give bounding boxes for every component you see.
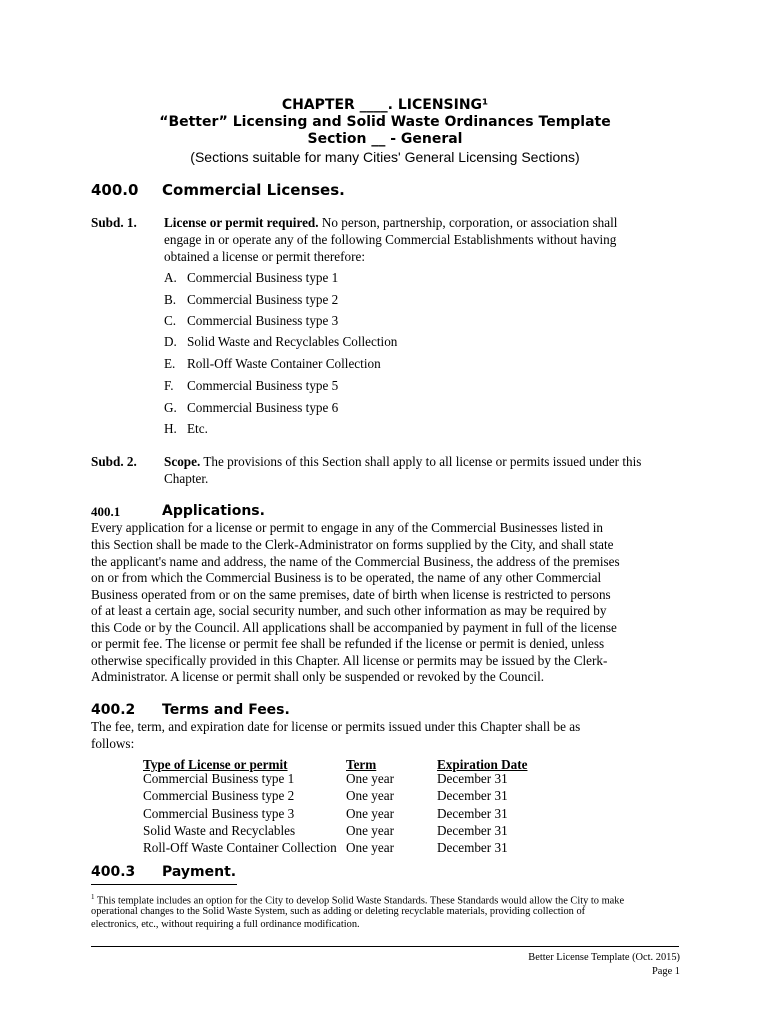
subd-1-text-1: No person, partnership, corporation, or association shall <box>318 215 618 230</box>
footnote-separator <box>91 884 237 885</box>
applications-line: this Section shall be made to the Clerk-Administrator on forms supplied by the City, and shall state <box>91 537 614 552</box>
footer-page-number: Page 1 <box>652 966 680 977</box>
section-title-400-0: Commercial Licenses. <box>162 181 345 199</box>
table-header-type: Type of License or permit <box>143 757 288 772</box>
section-number-400-3: 400.3 <box>91 864 136 880</box>
list-item: D. Solid Waste and Recyclables Collection <box>164 334 398 349</box>
footnote-line-1: $^1$ This template includes an option for the City to develop Solid Waste Standards. These Standards would allow the City to make <box>91 893 625 907</box>
table-cell-type: Solid Waste and Recyclables <box>143 823 296 838</box>
table-cell-type: Commercial Business type 1 <box>143 771 295 786</box>
table-cell-expiration: December 31 <box>437 840 508 855</box>
applications-line: Business operated from or on the same premises, date of birth when license is restricted to persons <box>91 587 611 602</box>
section-number-400-2: 400.2 <box>91 702 136 718</box>
applications-line: or permit fee. The license or permit fee shall be refunded if the license or permit is denied, unless <box>91 636 605 651</box>
table-cell-term: One year <box>346 840 394 855</box>
applications-line: the applicant's name and address, the name of the Commercial Business, the address of the premises <box>91 554 620 569</box>
list-item: G. Commercial Business type 6 <box>164 400 339 415</box>
subd-1-bold: License or permit required. <box>164 215 319 230</box>
subd-1-line-3: obtained a license or permit therefore: <box>164 249 366 264</box>
section-number-400-1: 400.1 <box>91 504 121 519</box>
table-header-expiration: Expiration Date <box>437 757 528 772</box>
table-cell-expiration: December 31 <box>437 823 508 838</box>
table-cell-term: One year <box>346 788 394 803</box>
subd-1-line-2: engage in or operate any of the following Commercial Establishments without having <box>164 232 617 247</box>
chapter-heading: CHAPTER ____. LICENSING¹ <box>281 97 489 113</box>
table-cell-expiration: December 31 <box>437 806 508 821</box>
subd-2-bold: Scope. <box>164 454 201 469</box>
terms-line-1: The fee, term, and expiration date for license or permits issued under this Chapter shall be as <box>91 719 581 734</box>
list-item: A. Commercial Business type 1 <box>164 270 339 285</box>
section-title-400-2: Terms and Fees. <box>162 702 290 718</box>
subd-2-label: Subd. 2. <box>91 454 137 469</box>
section-title-400-3: Payment. <box>162 864 237 880</box>
applications-line: Administrator. A license or permit shall only be suspended or revoked by the Council. <box>91 669 545 684</box>
table-cell-type: Roll-Off Waste Container Collection <box>143 840 337 855</box>
applications-line: of at least a certain age, social security number, and such other information as may be required by <box>91 603 607 618</box>
applications-line: on or from which the Commercial Business is to be operated, the name of any other Commercial <box>91 570 602 585</box>
footnote-marker: 1 <box>91 893 95 901</box>
list-item: F. Commercial Business type 5 <box>164 378 339 393</box>
table-cell-expiration: December 31 <box>437 788 508 803</box>
footnote-line-3: electronics, etc., without requiring a full ordinance modification. <box>91 919 360 930</box>
footnote-line-2: operational changes to the Solid Waste System, such as adding or deleting recyclable materials, providing collection of <box>91 906 586 917</box>
terms-line-2: follows: <box>91 736 135 751</box>
table-cell-term: One year <box>346 823 394 838</box>
table-cell-type: Commercial Business type 2 <box>143 788 295 803</box>
template-title: “Better” Licensing and Solid Waste Ordinances Template <box>159 114 611 130</box>
table-header-term: Term <box>346 757 377 772</box>
applications-line: otherwise specifically provided in this Chapter. All license or permits may be issued by the Clerk- <box>91 653 608 668</box>
section-title-400-1: Applications. <box>162 503 265 519</box>
section-heading: Section __ - General <box>307 131 463 147</box>
subd-1-line-1 <box>164 215 617 232</box>
footer-template-label: Better License Template (Oct. 2015) <box>528 952 680 963</box>
list-item: B. Commercial Business type 2 <box>164 292 339 307</box>
footer-rule <box>91 946 679 947</box>
section-subtitle: (Sections suitable for many Cities' General Licensing Sections) <box>190 149 580 165</box>
subd-2-line-1 <box>164 454 641 471</box>
subd-2-text-1: The provisions of this Section shall apply to all license or permits issued under this <box>200 454 642 469</box>
list-item: E. Roll-Off Waste Container Collection <box>164 356 381 371</box>
table-cell-type: Commercial Business type 3 <box>143 806 295 821</box>
section-number-400-0: 400.0 <box>91 181 139 199</box>
list-item: H. Etc. <box>164 421 208 436</box>
table-cell-expiration: December 31 <box>437 771 508 786</box>
applications-line: this Code or by the Council. All applications shall be accompanied by payment in full of the license <box>91 620 617 635</box>
applications-line: Every application for a license or permit to engage in any of the Commercial Businesses listed in <box>91 520 603 535</box>
table-cell-term: One year <box>346 806 394 821</box>
table-cell-term: One year <box>346 771 394 786</box>
list-item: C. Commercial Business type 3 <box>164 313 339 328</box>
subd-1-label: Subd. 1. <box>91 215 137 230</box>
subd-2-line-2: Chapter. <box>164 471 209 486</box>
